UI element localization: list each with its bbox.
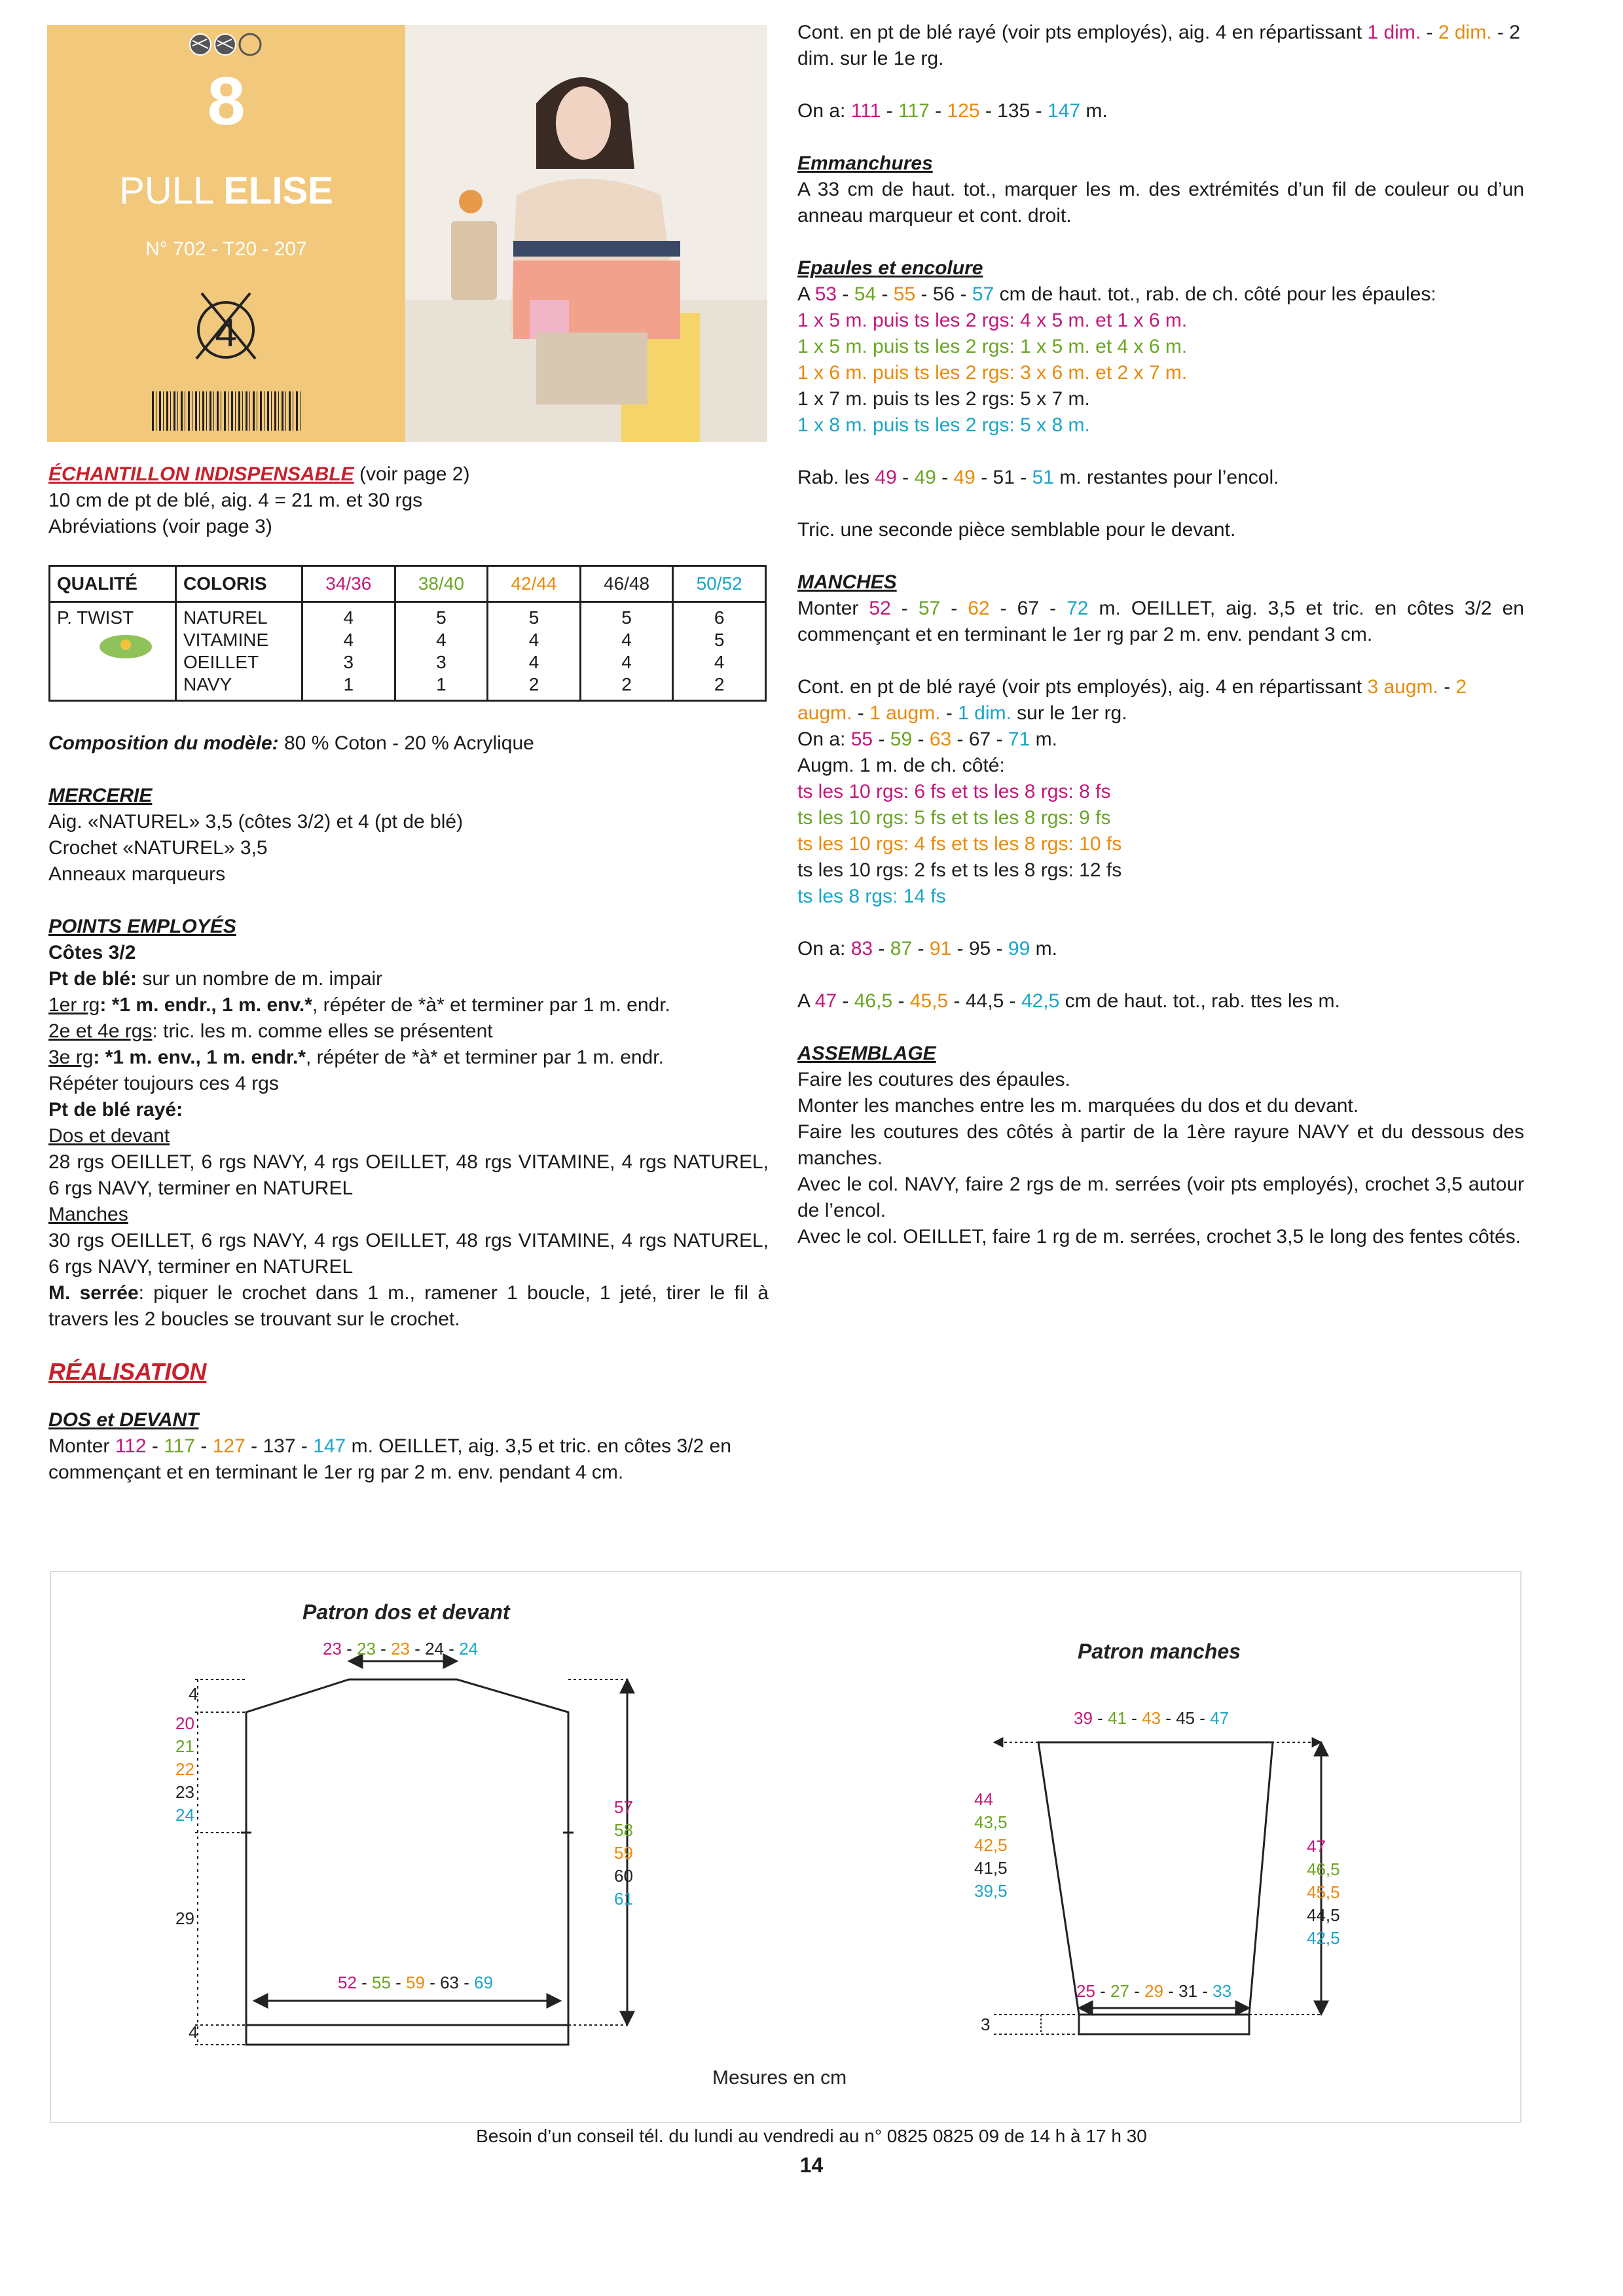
val: 46,5 <box>1307 1859 1340 1879</box>
epaules-title: Epaules et encolure <box>797 257 983 279</box>
val: 117 <box>164 1435 196 1457</box>
ona-suffix: m. <box>1080 100 1108 122</box>
realisation-title: RÉALISATION <box>48 1358 207 1385</box>
val: 23 <box>357 1639 376 1659</box>
qty: 4 <box>528 630 539 650</box>
qty: 4 <box>528 652 539 672</box>
val: 91 <box>929 938 952 960</box>
val: 54 <box>854 283 877 305</box>
val: 46,5 <box>854 990 893 1012</box>
val: 1 dim. <box>1367 22 1421 43</box>
assemblage-title: ASSEMBLAGE <box>797 1043 936 1064</box>
val: 71 <box>1008 728 1030 750</box>
epaules-line: 1 x 6 m. puis ts les 2 rgs: 3 x 6 m. et 2 x 7 m. <box>797 362 1188 384</box>
val: 42,5 <box>974 1835 1008 1855</box>
val: 112 <box>115 1435 147 1457</box>
echantillon-suffix: (voir page 2) <box>354 463 470 485</box>
mercerie-line: Aig. «NATUREL» 3,5 (côtes 3/2) et 4 (pt de blé) <box>48 811 464 833</box>
rg3-line <box>48 1045 769 1071</box>
ona-prefix: On a: <box>797 100 851 122</box>
prefix: Monter <box>797 598 869 619</box>
pattern-diagram-svg <box>51 1572 1520 2122</box>
val: 51 <box>1032 467 1054 488</box>
val: 52 <box>869 598 891 619</box>
dos-diagram-title: Patron dos et devant <box>302 1600 510 1624</box>
page-number: 14 <box>799 2153 824 2177</box>
val: 59 <box>614 1843 633 1863</box>
qty: 2 <box>714 674 725 694</box>
val: 137 <box>263 1435 296 1457</box>
monter-prefix: Monter <box>48 1435 115 1457</box>
pattern-badge <box>47 25 405 442</box>
qty: 4 <box>621 652 632 672</box>
val: 41 <box>1108 1708 1127 1728</box>
val: 59 <box>890 728 913 750</box>
val: 53 <box>814 283 837 305</box>
val: 55 <box>893 283 916 305</box>
dos-top-measure: 23 - 23 - 23 - 24 - 24 <box>323 1639 479 1659</box>
val: 41,5 <box>974 1858 1008 1878</box>
manches-text: 30 rgs OEILLET, 6 rgs NAVY, 4 rgs OEILLET, 48 rgs VITAMINE, 4 rgs NATUREL, 6 rgs NAVY, terminer en NATUREL <box>48 1230 769 1278</box>
manches-cont: Cont. en pt de blé rayé (voir pts employés), aig. 4 en répartissant 3 augm. - 2 augm. - 1 augm. - 1 dim. sur le 1er rg. <box>797 676 1467 724</box>
val: 27 <box>1110 1981 1129 2001</box>
val: 24 <box>459 1639 479 1659</box>
th-quality: QUALITÉ <box>50 566 176 602</box>
val: 125 <box>947 100 980 122</box>
qty: 6 <box>714 607 725 628</box>
val: 49 <box>953 467 976 488</box>
qty: 2 <box>528 674 539 694</box>
val: 57 <box>918 598 941 619</box>
val: 42,5 <box>1021 990 1060 1012</box>
rg1-line <box>48 992 769 1018</box>
val: 83 <box>850 938 873 960</box>
val: 45,5 <box>909 990 949 1012</box>
th-size-4: 46/48 <box>580 566 673 602</box>
qty: 4 <box>436 630 447 650</box>
augm-line: ts les 10 rgs: 6 fs et ts les 8 rgs: 8 fs <box>797 781 1111 802</box>
assemblage-line: Avec le col. OEILLET, faire 1 rg de m. serrées, crochet 3,5 le long des fentes côtés. <box>797 1226 1522 1247</box>
rab-line: Rab. les 49 - 49 - 49 - 51 - 51 m. restantes pour l’encol. <box>797 467 1279 488</box>
realisation-section <box>48 1359 769 1486</box>
dos-left-29: 29 <box>175 1909 194 1928</box>
val: 67 <box>968 728 991 750</box>
val: 95 <box>968 938 991 960</box>
manche-left-bottom: 3 <box>981 2015 991 2034</box>
suffix: m. OEILLET, aig. 3,5 et tric. en côtes 3/2 en commençant et en terminant le 1er rg par 2 m. env. pendant 3 cm. <box>797 598 1524 645</box>
rg3-text: , répéter de *à* et terminer par 1 m. endr. <box>305 1047 664 1068</box>
augm-line: ts les 10 rgs: 5 fs et ts les 8 rgs: 9 fs <box>797 807 1111 829</box>
val: 44,5 <box>1307 1905 1340 1925</box>
dos-text: 28 rgs OEILLET, 6 rgs NAVY, 4 rgs OEILLET, 48 rgs VITAMINE, 4 rgs NATUREL, 6 rgs NAVY, terminer en NATUREL <box>48 1151 769 1199</box>
dos-devant-title: DOS et DEVANT <box>48 1409 199 1431</box>
quality-cell <box>50 602 176 701</box>
val: 58 <box>614 1820 633 1840</box>
val: 55 <box>372 1973 391 1992</box>
val: 24 <box>175 1805 194 1825</box>
th-size-2: 38/40 <box>395 566 488 602</box>
val: 117 <box>898 100 930 122</box>
val: 24 <box>425 1639 445 1659</box>
manches-diagram-title: Patron manches <box>1078 1640 1241 1663</box>
val: 57 <box>972 283 994 305</box>
augm-line: ts les 10 rgs: 2 fs et ts les 8 rgs: 12 fs <box>797 859 1122 881</box>
val: 49 <box>875 467 897 488</box>
val: 52 <box>338 1973 357 1992</box>
cont-line: Cont. en pt de blé rayé (voir pts employés), aig. 4 en répartissant 1 dim. - 2 dim. - 2 dim. sur le 1e rg. <box>797 22 1520 69</box>
val: 3 augm. <box>1367 676 1438 698</box>
mserree-line <box>48 1280 769 1333</box>
manche-outline <box>1038 1742 1273 2015</box>
epaules-section <box>797 255 1524 439</box>
th-coloris: COLORIS <box>176 566 302 602</box>
needle-size: 4 <box>215 311 237 355</box>
epaules-intro: A 53 - 54 - 55 - 56 - 57 cm de haut. tot., rab. de ch. côté pour les épaules: <box>797 283 1436 305</box>
cont-suffix: sur le 1e rg. <box>834 48 944 69</box>
color-name: NAVY <box>183 674 232 694</box>
qty: 4 <box>714 652 725 672</box>
val: 69 <box>474 1973 494 1992</box>
epaules-line: 1 x 8 m. puis ts les 2 rgs: 5 x 8 m. <box>797 414 1090 436</box>
val: 23 <box>391 1639 410 1659</box>
echantillon-section <box>48 461 769 540</box>
rg24-text: : tric. les m. comme elles se présentent <box>152 1020 493 1042</box>
val: 45 <box>1176 1708 1195 1728</box>
assemblage-line: Faire les coutures des côtés à partir de la 1ère rayure NAVY et du dessous des manches. <box>797 1121 1524 1169</box>
coloris-cell <box>176 602 302 701</box>
dos-left-top: 4 <box>189 1684 198 1704</box>
assemblage-line: Monter les manches entre les m. marquées du dos et du devant. <box>797 1095 1359 1117</box>
echantillon-title: ÉCHANTILLON INDISPENSABLE <box>48 463 354 485</box>
epaules-line: 1 x 7 m. puis ts les 2 rgs: 5 x 7 m. <box>797 388 1090 410</box>
val: 87 <box>890 938 913 960</box>
rg1-text: , répéter de *à* et terminer par 1 m. endr. <box>312 994 670 1016</box>
val: 47 <box>1210 1708 1230 1728</box>
val: 23 <box>175 1782 194 1802</box>
composition-text: 80 % Coton - 20 % Acrylique <box>278 732 534 754</box>
points-title: POINTS EMPLOYÉS <box>48 916 236 937</box>
rg24-label: 2e et 4e rgs <box>48 1020 153 1042</box>
mserree-text: : piquer le crochet dans 1 m., ramener 1 boucle, 1 jeté, tirer le fil à travers les 2 boucles se trouvant sur le crochet. <box>48 1282 769 1330</box>
footer-helpline: Besoin d’un conseil tél. du lundi au vendredi au n° 0825 0825 09 de 14 h à 17 h 30 <box>476 2126 1147 2146</box>
title-bold: ELISE <box>223 170 333 212</box>
dos-devant-text: Monter 112 - 117 - 127 - 137 - 147 m. OEILLET, aig. 3,5 et tric. en côtes 3/2 en commençant et en terminant le 1er rg par 2 m. env. pendant 4 cm. <box>48 1435 731 1483</box>
monter-suffix: m. OEILLET, aig. 3,5 et tric. en côtes 3/2 en commençant et en terminant le 1er rg par 2 m. env. pendant 4 cm. <box>48 1435 731 1483</box>
quality-name: P. TWIST <box>57 607 134 628</box>
emmanchures-section <box>797 151 1524 229</box>
th-size-5: 50/52 <box>673 566 766 602</box>
qty: 4 <box>343 607 354 628</box>
table-row <box>50 602 766 701</box>
size-1-cell <box>302 602 395 701</box>
label-logo-icon <box>96 632 155 662</box>
val: 31 <box>1178 1981 1198 2001</box>
dos-label: Dos et devant <box>48 1125 170 1147</box>
val: 147 <box>1047 100 1081 122</box>
val: 47 <box>1307 1837 1326 1856</box>
abbreviations-line: Abréviations (voir page 3) <box>48 516 272 537</box>
dos-bottom-measure: 52 - 55 - 59 - 63 - 69 <box>338 1973 494 1992</box>
rg24-line <box>48 1018 769 1045</box>
manche-bottom-measure: 25 - 27 - 29 - 31 - 33 <box>1076 1981 1232 2001</box>
suffix: cm de haut. tot., rab. ttes les m. <box>1059 990 1340 1012</box>
repeat-line: Répéter toujours ces 4 rgs <box>48 1073 279 1094</box>
augm-intro: Augm. 1 m. de ch. côté: <box>797 755 1005 776</box>
barcode <box>152 391 301 431</box>
qty: 2 <box>621 674 632 694</box>
augm-section <box>797 753 1524 910</box>
val: 2 augm. <box>797 676 1467 724</box>
quality-table <box>48 565 767 702</box>
mserree-label: M. serrée <box>48 1282 139 1304</box>
qty: 5 <box>621 607 632 628</box>
val: 59 <box>406 1973 425 1992</box>
size-4-cell <box>580 602 673 701</box>
ptble-line <box>48 966 769 992</box>
val: 22 <box>175 1759 194 1779</box>
manche-top-measure: 39 - 41 - 43 - 45 - 47 <box>1074 1708 1230 1728</box>
epaules-line: 1 x 5 m. puis ts les 2 rgs: 4 x 5 m. et 1 x 6 m. <box>797 310 1188 331</box>
model-photo-illustration <box>405 25 767 442</box>
rg3-bold: : *1 m. env., 1 m. endr.* <box>93 1047 306 1068</box>
ona-line-2: On a: 55 - 59 - 63 - 67 - 71 m. <box>797 728 1057 750</box>
emmanchures-title: Emmanchures <box>797 152 933 174</box>
val: 44 <box>974 1789 993 1809</box>
val: 51 <box>993 467 1015 488</box>
manches-label: Manches <box>48 1204 128 1225</box>
qty: 1 <box>436 674 447 694</box>
table-header-row <box>50 566 766 602</box>
size-5-cell <box>673 602 766 701</box>
pattern-diagram <box>50 1571 1522 2123</box>
val: 23 <box>323 1639 342 1659</box>
qty: 1 <box>343 674 354 694</box>
val: 42,5 <box>1307 1928 1340 1948</box>
prefix: A <box>797 283 815 305</box>
mercerie-title: MERCERIE <box>48 785 153 806</box>
val: 61 <box>614 1889 633 1909</box>
val: 72 <box>1067 598 1089 619</box>
seconde-line: Tric. une seconde pièce semblable pour le devant. <box>797 519 1236 541</box>
val: 135 <box>997 100 1030 122</box>
manches-monter: Monter 52 - 57 - 62 - 67 - 72 m. OEILLET, aig. 3,5 et tric. en côtes 3/2 en commençant et en terminant le 1er rg par 2 m. env. pendant 3 cm. <box>797 598 1524 645</box>
qty: 4 <box>343 630 354 650</box>
suffix: m. <box>1030 938 1057 960</box>
mercerie-line: Crochet «NATUREL» 3,5 <box>48 837 268 859</box>
color-name: NATUREL <box>183 607 268 628</box>
val: 43,5 <box>974 1812 1008 1832</box>
suffix: cm de haut. tot., rab. de ch. côté pour les épaules: <box>994 283 1436 305</box>
val: 111 <box>850 100 881 122</box>
val: 20 <box>175 1713 194 1733</box>
val: 57 <box>614 1797 633 1817</box>
val: 39,5 <box>974 1881 1008 1901</box>
assemblage-line: Faire les coutures des épaules. <box>797 1069 1070 1090</box>
prefix: A <box>797 990 815 1012</box>
prefix: On a: <box>797 938 851 960</box>
pattern-title <box>47 169 405 213</box>
size-3-cell <box>488 602 581 701</box>
prefix: Rab. les <box>797 467 875 488</box>
pattern-ref: N° 702 - T20 - 207 <box>145 238 307 260</box>
assemblage-line: Avec le col. NAVY, faire 2 rgs de m. serrées (voir pts employés), crochet 3,5 autour de l’encol. <box>797 1174 1524 1221</box>
echantillon-line: 10 cm de pt de blé, aig. 4 = 21 m. et 30 rgs <box>48 490 423 511</box>
val: 56 <box>932 283 955 305</box>
dos-left-bottom: 4 <box>189 2022 198 2042</box>
val: 45,5 <box>1307 1882 1340 1902</box>
rg3-label: 3e rg <box>48 1047 94 1068</box>
val: 127 <box>212 1435 246 1457</box>
ona-line-1: On a: 111 - 117 - 125 - 135 - 147 m. <box>797 100 1108 122</box>
val: 2 dim. <box>1438 22 1492 43</box>
val: 1 dim. <box>958 702 1012 724</box>
th-size-1: 34/36 <box>302 566 395 602</box>
augm-line: ts les 8 rgs: 14 fs <box>797 886 946 907</box>
qty: 5 <box>714 630 725 650</box>
ona-line-3: On a: 83 - 87 - 91 - 95 - 99 m. <box>797 938 1057 960</box>
right-column <box>797 20 1524 1250</box>
val: 147 <box>313 1435 346 1457</box>
augm-line: ts les 10 rgs: 4 fs et ts les 8 rgs: 10 fs <box>797 833 1122 855</box>
qty: 4 <box>621 630 632 650</box>
val: 67 <box>1017 598 1040 619</box>
val: 60 <box>614 1866 633 1886</box>
title-light: PULL <box>119 170 224 212</box>
color-name: VITAMINE <box>183 630 269 650</box>
raye-title: Pt de blé rayé: <box>48 1099 183 1121</box>
points-section <box>48 914 769 1333</box>
val: 44,5 <box>965 990 1004 1012</box>
val: 1 augm. <box>869 702 941 724</box>
val: 49 <box>914 467 936 488</box>
ptble-text: sur un nombre de m. impair <box>137 968 383 990</box>
ptble-label: Pt de blé: <box>48 968 137 990</box>
th-size-3: 42/44 <box>488 566 581 602</box>
val: 29 <box>1144 1981 1163 2001</box>
hero-block <box>47 25 767 442</box>
val: 63 <box>929 728 952 750</box>
val: 62 <box>968 598 990 619</box>
qty: 3 <box>436 652 447 672</box>
pattern-number: 8 <box>207 63 246 139</box>
qty: 3 <box>343 652 354 672</box>
a-line: A 47 - 46,5 - 45,5 - 44,5 - 42,5 cm de haut. tot., rab. ttes les m. <box>797 990 1340 1012</box>
val: 47 <box>814 990 837 1012</box>
mercerie-section <box>48 783 769 888</box>
suffix: sur le 1er rg. <box>1011 702 1127 724</box>
rg1-bold: : *1 m. endr., 1 m. env.* <box>100 994 312 1016</box>
mercerie-line: Anneaux marqueurs <box>48 863 226 885</box>
val: 33 <box>1213 1981 1232 2001</box>
suffix: m. <box>1030 728 1057 750</box>
cont-prefix: Cont. en pt de blé rayé (voir pts employés), aig. 4 en répartissant <box>797 22 1368 43</box>
cotes-label: Côtes 3/2 <box>48 942 136 963</box>
epaules-line: 1 x 5 m. puis ts les 2 rgs: 1 x 5 m. et 4 x 6 m. <box>797 336 1188 357</box>
assemblage-section <box>797 1041 1524 1250</box>
manches-title: MANCHES <box>797 571 897 593</box>
val: 25 <box>1076 1981 1095 2001</box>
model-photo <box>405 25 767 442</box>
composition <box>48 730 769 757</box>
suffix: m. restantes pour l’encol. <box>1053 467 1279 488</box>
color-name: OEILLET <box>183 652 259 672</box>
val: 21 <box>175 1736 194 1756</box>
val: 39 <box>1074 1708 1093 1728</box>
mesures-label: Mesures en cm <box>712 2067 847 2089</box>
val: 63 <box>440 1973 460 1992</box>
composition-label: Composition du modèle: <box>48 732 279 754</box>
prefix: Cont. en pt de blé rayé (voir pts employés), aig. 4 en répartissant <box>797 676 1368 698</box>
rg1-label: 1er rg <box>48 994 100 1016</box>
manches-section <box>797 569 1524 648</box>
size-2-cell <box>395 602 488 701</box>
left-column <box>48 461 769 1486</box>
qty: 5 <box>436 607 447 628</box>
val: 99 <box>1008 938 1030 960</box>
yarn-balls-icon <box>187 30 266 59</box>
val: 43 <box>1142 1708 1161 1728</box>
prefix: On a: <box>797 728 851 750</box>
val: 55 <box>850 728 873 750</box>
qty: 5 <box>528 607 539 628</box>
emmanchures-text: A 33 cm de haut. tot., marquer les m. des extrémités d’un fil de couleur ou d’un anneau marqueur et cont. droit. <box>797 179 1524 226</box>
val: 2 dim. <box>797 22 1520 69</box>
